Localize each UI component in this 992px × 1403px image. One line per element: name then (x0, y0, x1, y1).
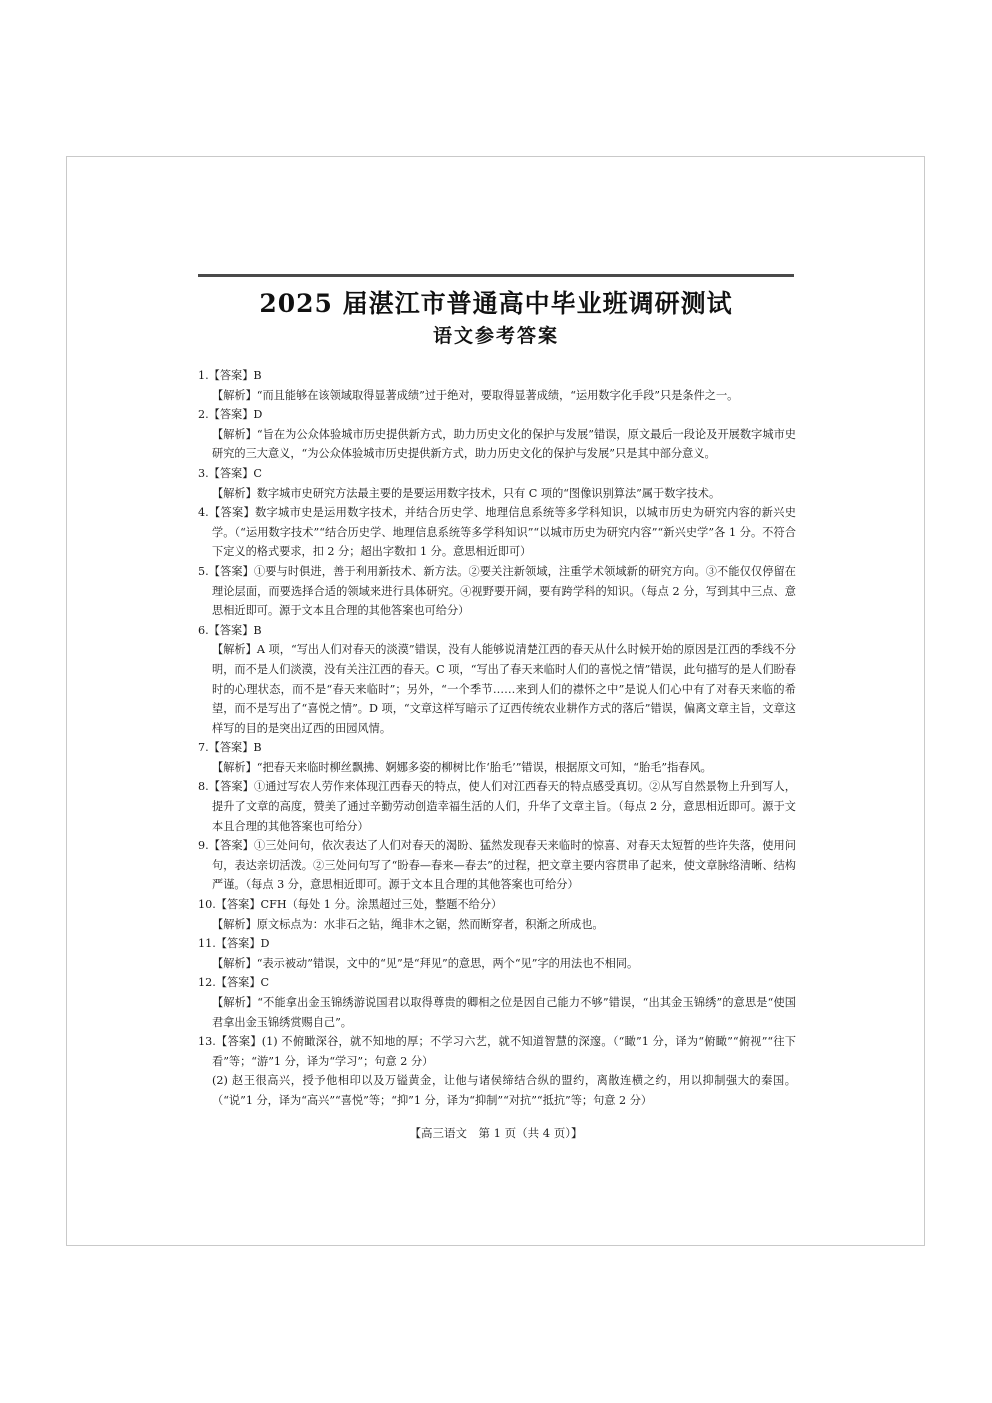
header-rule (198, 274, 794, 277)
answer-line: 1.【答案】B (198, 369, 262, 382)
explanation-line: 【解析】A 项，“写出人们对春天的淡漠”错误，没有人能够说清楚江西的春天从什么时候开始的原因是江西的季线不分明，而不是人们淡漠，没有关注江西的春天。C 项，“写出了春天来临时人们的喜悦之情”错误，此句描写的是人们盼春时的心理状态，而不是“春天来临时”；另外，“一个季节……来到人们的襟怀之中”是说人们心中有了对春天来临的希望，而不是写出了“喜悦之情”。D 项，“文章这样写暗示了辽西传统农业耕作方式的落后”错误，偏离文章主旨，文章这样写的目的是突出辽西的田园风情。 (212, 643, 796, 735)
page-title: 2025 届湛江市普通高中毕业班调研测试 (259, 289, 733, 318)
answer-block: 9.【答案】①三处问句，依次表达了人们对春天的渴盼、猛然发现春天来临时的惊喜、对春天太短暂的些许失落，使用问句，表达亲切活泼。②三处问句写了“盼春—春来—春去”的过程，把文章主要内容贯串了起来，使文章脉络清晰、结构严谨。（每点 3 分，意思相近即可。源于文本且合理的其他答案也可给分） (198, 839, 796, 892)
explanation-line: 【解析】“而且能够在该领域取得显著成绩”过于绝对，要取得显著成绩，“运用数字化手段”只是条件之一。 (212, 388, 739, 402)
explanation-line: 【解析】“把春天来临时柳丝飘拂、婀娜多姿的柳树比作‘胎毛’”错误，根据原文可知，“胎毛”指春风。 (212, 760, 712, 774)
explanation-line: 【解析】数字城市史研究方法最主要的是要运用数字技术，只有 C 项的“图像识别算法”属于数字技术。 (212, 486, 721, 500)
answer-line: 10.【答案】CFH（每处 1 分。涂黑超过三处，整题不给分） (198, 898, 503, 912)
answer-block: 13.【答案】(1) 不俯瞰深谷，就不知地的厚；不学习六艺，就不知道智慧的深邃。（“瞰”1 分，译为“俯瞰”“俯视”“往下看”等；“游”1 分，译为“学习”；句意 2 分） (198, 1035, 796, 1068)
answer-block: 4.【答案】数字城市史是运用数字技术，并结合历史学、地理信息系统等多学科知识，以城市历史为研究内容的新兴史学。（“运用数字技术”“结合历史学、地理信息系统等多学科知识”“以城市历史为研究内容”“新兴史学”各 1 分。不符合下定义的格式要求，扣 2 分；超出字数扣 1 分。意思相近即可） (198, 506, 796, 559)
page-footer: 【高三语文 第 1 页（共 4 页）】 (409, 1126, 583, 1140)
answer-line: 11.【答案】D (198, 937, 270, 951)
answer-line: 7.【答案】B (198, 741, 262, 755)
answer-line: 3.【答案】C (198, 466, 262, 480)
answer-line: 12.【答案】C (198, 976, 270, 990)
explanation-line: 【解析】“不能拿出金玉锦绣游说国君以取得尊贵的卿相之位是因自己能力不够”错误，“出其金玉锦绣”的意思是“使国君拿出金玉锦绣赏赐自己”。 (212, 996, 796, 1029)
explanation-line: (2) 赵王很高兴，授予他相印以及万镒黄金，让他与诸侯缔结合纵的盟约，离散连横之约，用以抑制强大的秦国。（“说”1 分，译为“高兴”“喜悦”等；“抑”1 分，译为“抑制”“对抗”“抵抗”等；句意 2 分） (212, 1074, 796, 1107)
explanation-line: 【解析】“旨在为公众体验城市历史提供新方式，助力历史文化的保护与发展”错误，原文最后一段论及开展数字城市史研究的三大意义，“为公众体验城市历史提供新方式，助力历史文化的保护与发展”只是其中部分意义。 (212, 427, 796, 461)
explanation-line: 【解析】原文标点为：水非石之钻，绳非木之锯，然而断穿者，积渐之所成也。 (212, 917, 604, 931)
answer-block: 8.【答案】①通过写农人劳作来体现江西春天的特点，使人们对江西春天的特点感受真切。②从写自然景物上升到写人，提升了文章的高度，赞美了通过辛勤劳动创造幸福生活的人们，升华了文章主旨。（每点 2 分，意思相近即可。源于文本且合理的其他答案也可给分） (198, 780, 796, 833)
page-subtitle: 语文参考答案 (432, 325, 559, 347)
answer-line: 2.【答案】D (198, 408, 263, 422)
explanation-line: 【解析】“表示被动”错误，文中的“见”是“拜见”的意思，两个“见”字的用法也不相同。 (212, 956, 639, 970)
answer-line: 6.【答案】B (198, 623, 262, 637)
answer-block: 5.【答案】①要与时俱进，善于利用新技术、新方法。②要关注新领域，注重学术领域新的研究方向。③不能仅仅停留在理论层面，而要选择合适的领域来进行具体研究。④视野要开阔，要有跨学科的知识。（每点 2 分，写到其中三点、意思相近即可。源于文本且合理的其他答案也可给分） (198, 564, 796, 618)
answer-list (198, 366, 796, 1111)
